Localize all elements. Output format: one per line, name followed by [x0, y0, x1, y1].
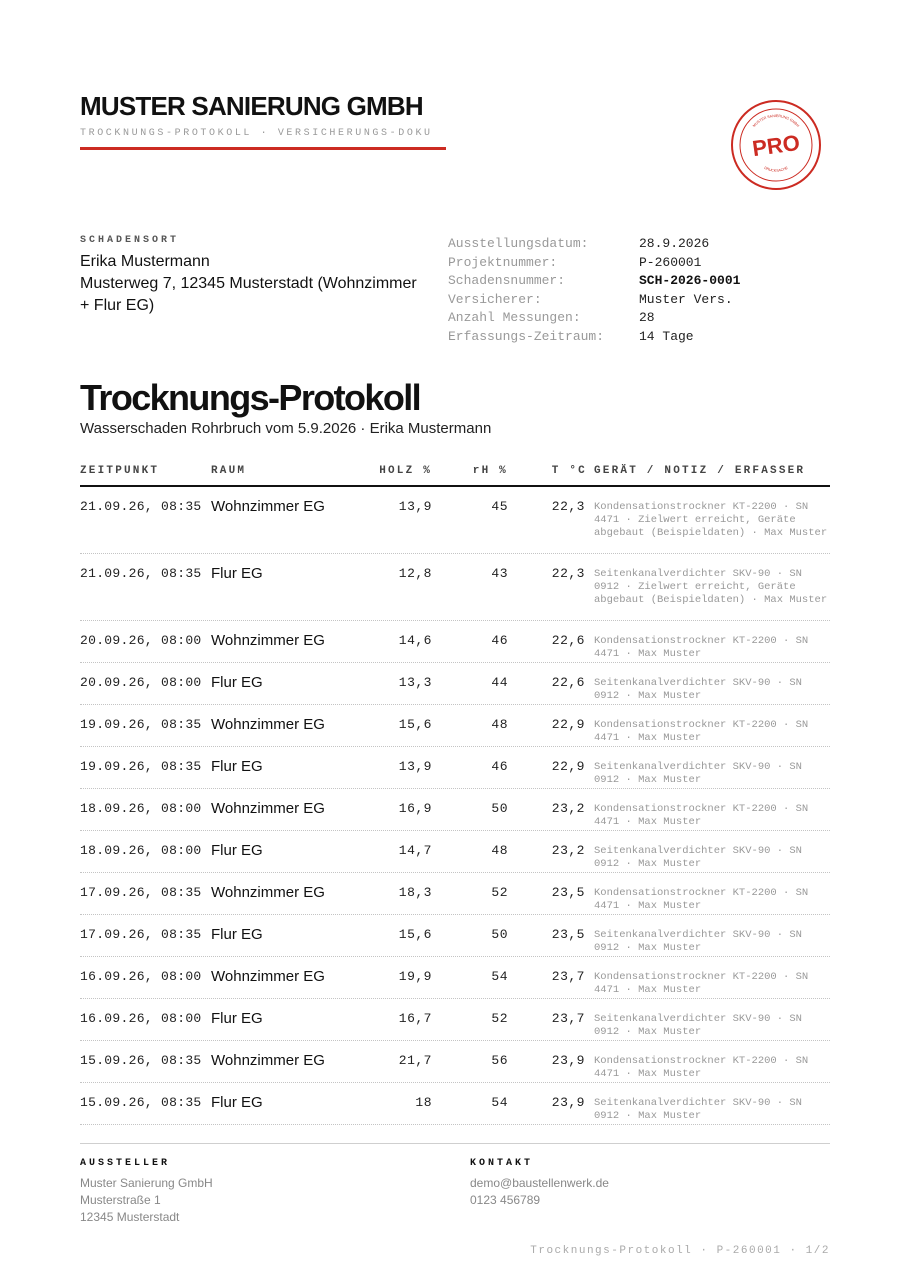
company-name: MUSTER SANIERUNG GMBH — [80, 91, 423, 121]
meta-value: 14 Tage — [639, 328, 694, 344]
row-holz: 14,7 — [398, 843, 432, 858]
row-holz: 16,7 — [398, 1011, 432, 1026]
row-time: 21.09.26, 08:35 — [80, 566, 202, 581]
row-holz: 21,7 — [398, 1053, 432, 1068]
row-note: Seitenkanalverdichter SKV-90 · SN 0912 · Max Muster — [594, 1097, 802, 1122]
meta-row-project — [448, 254, 740, 273]
table-row — [80, 915, 830, 957]
row-rh: 52 — [491, 885, 508, 900]
row-note: Seitenkanalverdichter SKV-90 · SN 0912 · Max Muster — [594, 761, 802, 786]
row-holz: 18 — [415, 1095, 432, 1110]
row-room: Wohnzimmer EG — [211, 968, 325, 985]
contact-phone: 0123 456789 — [470, 1193, 541, 1207]
row-note: Kondensationstrockner KT-2200 · SN 4471 · Max Muster — [594, 971, 809, 996]
row-holz: 12,8 — [398, 566, 432, 581]
row-time: 16.09.26, 08:00 — [80, 1011, 202, 1026]
meta-key: Versicherer: — [448, 291, 542, 307]
row-holz: 16,9 — [398, 801, 432, 816]
row-time: 17.09.26, 08:35 — [80, 927, 202, 942]
row-holz: 13,3 — [398, 675, 432, 690]
row-time: 16.09.26, 08:00 — [80, 969, 202, 984]
row-room: Flur EG — [211, 926, 263, 943]
document-subtitle: Wasserschaden Rohrbruch vom 5.9.2026 · Erika Mustermann — [80, 420, 492, 437]
row-temp: 23,7 — [551, 969, 585, 984]
row-room: Wohnzimmer EG — [211, 1052, 325, 1069]
table-row — [80, 1041, 830, 1083]
row-temp: 22,6 — [551, 675, 585, 690]
issuer-line: 12345 Musterstadt — [80, 1210, 180, 1224]
table-row — [80, 747, 830, 789]
company-tagline: TROCKNUNGS-PROTOKOLL · VERSICHERUNGS-DOKU — [80, 128, 433, 139]
meta-key: Ausstellungsdatum: — [448, 236, 589, 251]
header-holz: HOLZ % — [379, 465, 432, 477]
row-temp: 23,9 — [551, 1095, 585, 1110]
row-rh: 50 — [491, 801, 508, 816]
row-rh: 44 — [491, 675, 508, 690]
table-row — [80, 999, 830, 1041]
row-time: 20.09.26, 08:00 — [80, 633, 202, 648]
row-time: 15.09.26, 08:35 — [80, 1095, 202, 1110]
row-note: Kondensationstrockner KT-2200 · SN 4471 · Max Muster — [594, 1055, 809, 1080]
meta-value: SCH-2026-0001 — [639, 273, 741, 288]
table-row — [80, 873, 830, 915]
table-header — [80, 460, 830, 487]
row-rh: 56 — [491, 1053, 508, 1068]
row-note: Seitenkanalverdichter SKV-90 · SN 0912 · Max Muster — [594, 677, 802, 702]
row-rh: 50 — [491, 927, 508, 942]
row-temp: 22,9 — [551, 759, 585, 774]
row-holz: 14,6 — [398, 633, 432, 648]
row-temp: 22,9 — [551, 717, 585, 732]
row-temp: 22,3 — [551, 499, 585, 514]
row-holz: 13,9 — [398, 759, 432, 774]
row-time: 17.09.26, 08:35 — [80, 885, 202, 900]
row-note: Kondensationstrockner KT-2200 · SN 4471 · Zielwert erreicht, Geräte abgebaut (Beispieldaten) · Max Muster — [594, 501, 828, 539]
meta-info — [448, 235, 740, 346]
row-time: 18.09.26, 08:00 — [80, 801, 202, 816]
row-room: Flur EG — [211, 674, 263, 691]
meta-row-insurer — [448, 291, 740, 310]
row-room: Flur EG — [211, 758, 263, 775]
row-room: Flur EG — [211, 565, 263, 582]
meta-value: Muster Vers. — [639, 291, 733, 307]
row-room: Wohnzimmer EG — [211, 716, 325, 733]
footer-divider — [80, 1143, 830, 1144]
meta-value: P-260001 — [639, 254, 702, 270]
table-body — [80, 487, 830, 1125]
row-temp: 23,5 — [551, 927, 585, 942]
row-time: 15.09.26, 08:35 — [80, 1053, 202, 1068]
meta-row-count — [448, 309, 740, 328]
header-room: RAUM — [211, 465, 247, 477]
row-temp: 23,2 — [551, 843, 585, 858]
stamp-ring-top-text: MUSTER SANIERUNG GMBH — [752, 113, 800, 128]
row-note: Kondensationstrockner KT-2200 · SN 4471 · Max Muster — [594, 887, 809, 912]
row-room: Wohnzimmer EG — [211, 800, 325, 817]
document-title: Trocknungs-Protokoll — [80, 377, 421, 418]
row-holz: 18,3 — [398, 885, 432, 900]
row-rh: 46 — [491, 759, 508, 774]
header-temp: T °C — [551, 465, 587, 477]
issuer-line: Musterstraße 1 — [80, 1193, 161, 1207]
location-label: SCHADENSORT — [80, 235, 180, 246]
header-rh: rH % — [472, 465, 508, 477]
contact-info — [470, 1175, 609, 1209]
table-row — [80, 621, 830, 663]
row-temp: 22,6 — [551, 633, 585, 648]
table-row — [80, 831, 830, 873]
row-note: Kondensationstrockner KT-2200 · SN 4471 · Max Muster — [594, 803, 809, 828]
row-room: Wohnzimmer EG — [211, 498, 325, 515]
table-row — [80, 957, 830, 999]
row-note: Seitenkanalverdichter SKV-90 · SN 0912 · Max Muster — [594, 845, 802, 870]
table-row — [80, 663, 830, 705]
row-time: 20.09.26, 08:00 — [80, 675, 202, 690]
row-holz: 19,9 — [398, 969, 432, 984]
location-name: Erika Mustermann — [80, 253, 210, 270]
svg-text:DRUCKSACHE — [763, 166, 789, 173]
row-holz: 15,6 — [398, 927, 432, 942]
header-note: GERÄT / NOTIZ / ERFASSER — [594, 465, 806, 477]
page-info: Trocknungs-Protokoll · P-260001 · 1/2 — [530, 1245, 830, 1257]
table-row — [80, 487, 830, 554]
row-holz: 13,9 — [398, 499, 432, 514]
table-row — [80, 789, 830, 831]
row-time: 19.09.26, 08:35 — [80, 759, 202, 774]
meta-row-claim — [448, 272, 740, 291]
row-rh: 45 — [491, 499, 508, 514]
meta-row-date — [448, 235, 740, 254]
row-time: 18.09.26, 08:00 — [80, 843, 202, 858]
row-rh: 54 — [491, 1095, 508, 1110]
row-note: Kondensationstrockner KT-2200 · SN 4471 · Max Muster — [594, 635, 809, 660]
row-rh: 48 — [491, 717, 508, 732]
row-room: Wohnzimmer EG — [211, 884, 325, 901]
table-row — [80, 705, 830, 747]
row-time: 21.09.26, 08:35 — [80, 499, 202, 514]
row-rh: 43 — [491, 566, 508, 581]
meta-key: Schadensnummer: — [448, 273, 566, 288]
header-accent-line — [80, 147, 446, 150]
contact-email[interactable]: demo@baustellenwerk.de — [470, 1176, 609, 1190]
row-note: Kondensationstrockner KT-2200 · SN 4471 · Max Muster — [594, 719, 809, 744]
svg-text:MUSTER SANIERUNG GMBH — [752, 114, 800, 128]
table-row — [80, 554, 830, 621]
meta-row-period — [448, 328, 740, 347]
row-room: Wohnzimmer EG — [211, 632, 325, 649]
row-temp: 23,9 — [551, 1053, 585, 1068]
row-temp: 23,7 — [551, 1011, 585, 1026]
row-note: Seitenkanalverdichter SKV-90 · SN 0912 · Max Muster — [594, 1013, 802, 1038]
stamp-text: PRO — [750, 129, 802, 162]
issuer-line: Muster Sanierung GmbH — [80, 1176, 213, 1190]
meta-key: Anzahl Messungen: — [448, 310, 581, 325]
meta-value: 28 — [639, 310, 655, 325]
meta-value: 28.9.2026 — [639, 236, 710, 251]
location-address: Musterweg 7, 12345 Musterstadt (Wohnzimmer + Flur EG) — [80, 275, 417, 314]
row-note: Seitenkanalverdichter SKV-90 · SN 0912 · Zielwert erreicht, Geräte abgebaut (Beispieldaten) · Max Muster — [594, 568, 828, 606]
row-rh: 48 — [491, 843, 508, 858]
row-time: 19.09.26, 08:35 — [80, 717, 202, 732]
row-room: Flur EG — [211, 1094, 263, 1111]
row-room: Flur EG — [211, 1010, 263, 1027]
row-room: Flur EG — [211, 842, 263, 859]
contact-label: KONTAKT — [470, 1158, 534, 1169]
table-row — [80, 1083, 830, 1125]
row-rh: 46 — [491, 633, 508, 648]
header-time: ZEITPUNKT — [80, 465, 160, 477]
row-rh: 52 — [491, 1011, 508, 1026]
stamp-ring-bottom-text: DRUCKSACHE — [763, 165, 789, 173]
meta-key: Projektnummer: — [448, 254, 558, 270]
row-note: Seitenkanalverdichter SKV-90 · SN 0912 · Max Muster — [594, 929, 802, 954]
row-temp: 23,5 — [551, 885, 585, 900]
issuer-label: AUSSTELLER — [80, 1158, 171, 1169]
row-temp: 22,3 — [551, 566, 585, 581]
meta-key: Erfassungs-Zeitraum: — [448, 328, 605, 344]
company-stamp — [730, 99, 822, 191]
row-temp: 23,2 — [551, 801, 585, 816]
row-holz: 15,6 — [398, 717, 432, 732]
row-rh: 54 — [491, 969, 508, 984]
issuer-address — [80, 1175, 213, 1226]
